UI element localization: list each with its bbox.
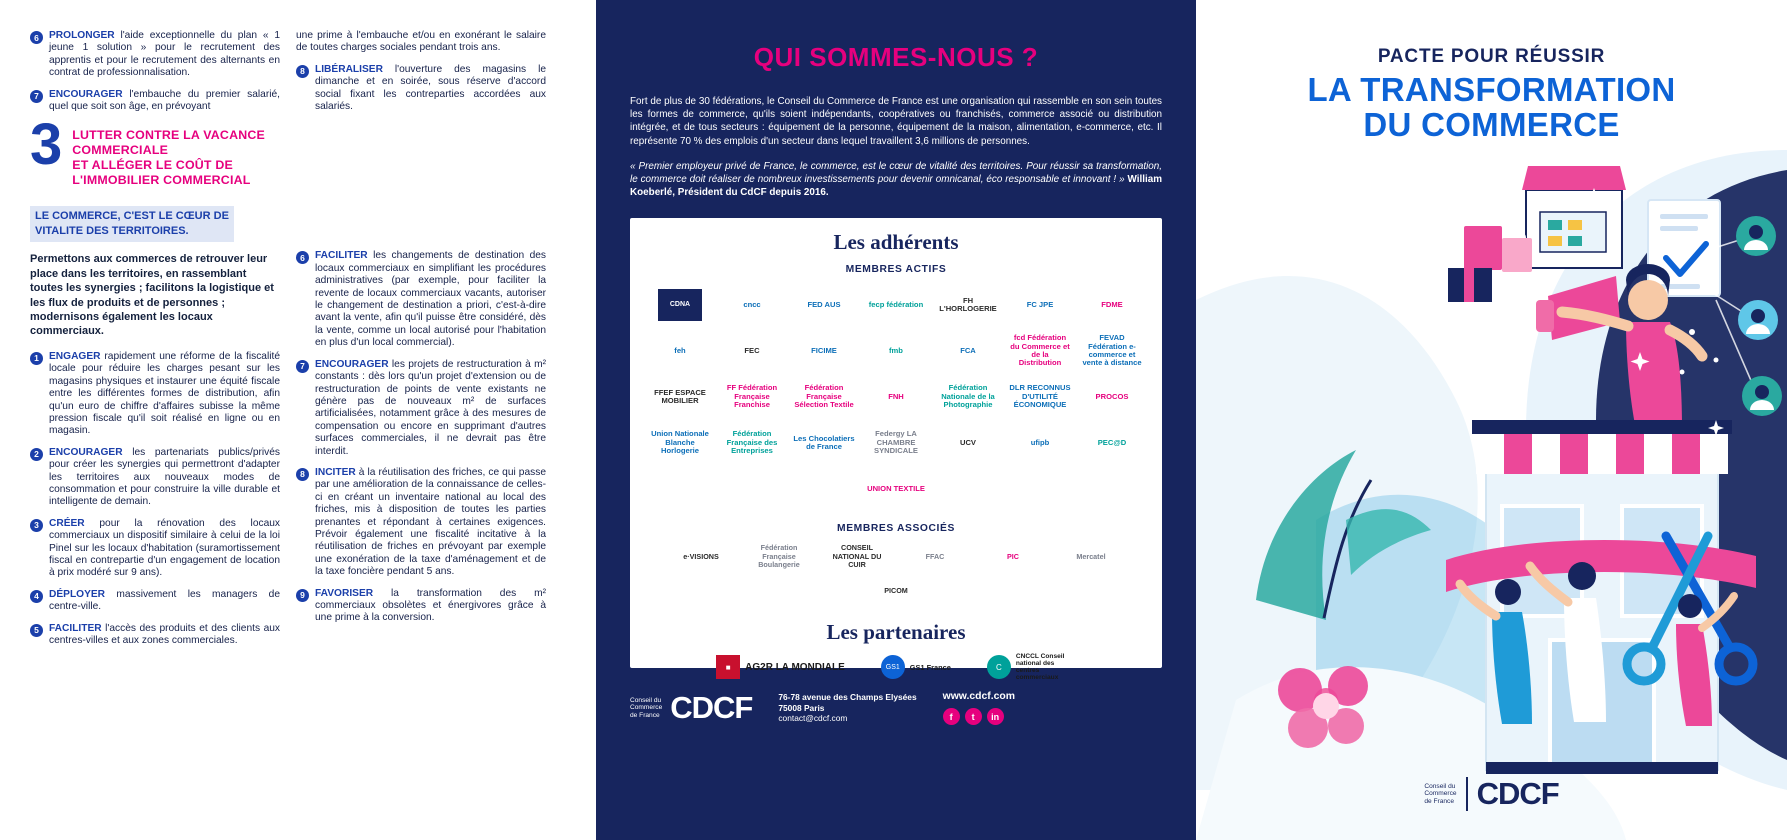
body-text: les partenariats publics/privés pour créer les synergies qui permettront d'adapter les territoires aux nouveaux modes de consommation et pour construire la ville durable et intelligente de demain. [49, 446, 280, 508]
cover-title-block [1196, 46, 1787, 142]
address-line-2: 75008 Paris [778, 702, 825, 713]
list-item-text [49, 351, 280, 438]
member-logo: PEC@D [1097, 437, 1127, 447]
assoc-member-logo: PICOM [884, 585, 908, 595]
section-title [72, 122, 280, 188]
list-item [296, 250, 546, 349]
list-item [30, 30, 280, 80]
section-title-line1: LUTTER CONTRE LA VACANCE COMMERCIALE [72, 128, 265, 158]
member-logo: FED AUS [807, 299, 841, 309]
contact-email[interactable]: contact@cdcf.com [778, 713, 848, 724]
member-logo: FDME [1101, 299, 1123, 309]
section-heading [30, 112, 280, 188]
assoc-member-logo: Mercatel [1076, 551, 1106, 561]
list-item [296, 359, 546, 458]
list-badge: 8 [296, 65, 309, 78]
member-logo: fmb [889, 345, 903, 355]
partner-item [881, 655, 951, 679]
assoc-member-logo: Fédération Française Boulangerie [758, 543, 800, 570]
assoc-member-logo: FFAC [925, 551, 945, 561]
partners-title: Les partenaires [826, 620, 966, 644]
brand-line-1: Conseil du [630, 696, 662, 704]
keyword: DÉPLOYER [49, 588, 106, 600]
member-logo: Fédération Française des Entreprises [726, 429, 778, 456]
middle-panel [596, 0, 1196, 840]
highlight-line2: VITALITE DES TERRITOIRES. [35, 225, 189, 238]
flower-illustration [1278, 666, 1368, 748]
cdcf-wordmark: CDCF [670, 690, 753, 725]
cdcf-logo-lockup [630, 690, 752, 726]
website-link[interactable]: www.cdcf.com [942, 691, 1015, 702]
list-item [30, 589, 280, 614]
partner-name: GS1 France [909, 662, 951, 672]
partner-item [716, 655, 845, 679]
section-title-line2: ET ALLÉGER LE COÛT DE L'IMMOBILIER COMMERCIAL [72, 158, 251, 188]
body-text: pour la rénovation des locaux commerciaux un dispositif similaire à celui de la loi Pinel sur les locaux d'habitation (suramortissement fiscal en contrepartie d'un engagement de location à prix modéré sur 9 ans). [49, 517, 280, 579]
cover-brand-subtext [1424, 783, 1456, 806]
body-text: à la réutilisation des friches, ce qui passe par une amélioration de la connaissance de celles-ci en créant un inventaire national au local des friches, mis à disposition de toutes les parties prenantes et répondant à certaines exigences. Prévoir également une fiscalité incitative à la réutilisation de friches en prévoyant par exemple une exonération de la taxe d'aménagement et de la taxe foncière pendant 5 ans. [315, 466, 546, 578]
cover-brand-line-1: Conseil du [1424, 782, 1456, 790]
cover-title [1196, 72, 1787, 142]
cover-brand-line-2: Commerce [1424, 790, 1457, 798]
quote-text: « Premier employeur privé de France, le commerce, est le cœur de vitalité des territoires. Pour réussir sa transformation, le commerce doit réaliser de nombreux investissements pour devenir omnicanal, éco responsable et innovant ! » [630, 160, 1162, 186]
member-logo: Fédération Française Sélection Textile [794, 383, 854, 410]
body-text: l'ouverture des magasins le dimanche et en soirée, sous réserve d'accord social fixant les contreparties accordées aux salariés. [315, 63, 546, 113]
list-item [296, 467, 546, 579]
list-badge: 7 [296, 360, 309, 373]
keyword: PROLONGER [49, 30, 115, 41]
member-logo: feh [674, 345, 686, 355]
middle-quote [630, 160, 1162, 200]
member-logo: PROCOS [1095, 391, 1129, 401]
website-and-socials [943, 691, 1015, 725]
list-badge: 2 [30, 448, 43, 461]
keyword: ENGAGER [49, 350, 101, 362]
active-members-logo-grid [630, 275, 1162, 509]
cover-title-line2: DU COMMERCE [1363, 106, 1620, 143]
list-badge: 7 [30, 90, 43, 103]
section-number: 3 [30, 112, 63, 178]
section-lead: Permettons aux commerces de retrouver leur place dans les territoires, en rassemblant toutes les synergies ; facilitons la logistique et les flux de produits et de personnes ; modernisons également les locaux commerciaux. [30, 253, 274, 338]
left-text-panel [0, 0, 596, 840]
list-item-text [49, 518, 280, 580]
list-item-text [49, 30, 280, 80]
highlight-line1: LE COMMERCE, C'EST LE CŒUR DE [35, 210, 229, 223]
continued-paragraph: une prime à l'embauche et/ou en exonérant le salaire de toutes charges sociales pendant trois ans. [296, 30, 546, 54]
middle-footer [630, 690, 1170, 726]
member-logo: FEC [744, 345, 760, 355]
twitter-icon[interactable]: t [965, 708, 982, 725]
middle-title: QUI SOMMES-NOUS ? [753, 42, 1039, 72]
list-badge: 9 [296, 589, 309, 602]
assoc-members-logo-grid [630, 534, 1162, 606]
member-logo: FEVAD Fédération e-commerce et vente à distance [1082, 333, 1142, 368]
list-badge: 6 [296, 251, 309, 264]
members-active-subtitle: MEMBRES ACTIFS [845, 264, 947, 275]
member-logo: Federgy LA CHAMBRE SYNDICALE [874, 429, 918, 456]
member-logo: Union Nationale Blanche Horlogerie [651, 429, 709, 456]
list-badge: 5 [30, 624, 43, 637]
member-logo: FICIME [811, 345, 837, 355]
list-item [30, 351, 280, 438]
member-logo: UNION TEXTILE [867, 483, 925, 493]
ag2r-mark-icon: ■ [716, 655, 740, 679]
body-text: l'aide exceptionnelle du plan « 1 jeune 1 solution » pour le recrutement des apprentis et pour le recrutement des alternants en contrat de professionnalisation. [49, 30, 280, 79]
partners-grid [630, 645, 1162, 681]
social-links [943, 708, 1015, 725]
body-text: rapidement une réforme de la fiscalité locale pour réduire les charges pesant sur les magasins physiques et instaurer une équité fiscale entre les différentes formes de distribution, afin qu'un euro de chiffre d'affaires subisse la même pression fiscale qu'il soit réalisé en ligne ou en magasin. [49, 350, 280, 437]
member-logo: FCA [960, 345, 976, 355]
lockup-divider [1466, 777, 1468, 811]
partner-name: CNCCL Conseil national des centres commerciaux [1015, 653, 1065, 681]
list-item-text [315, 588, 546, 625]
cover-cdcf-lockup [1424, 776, 1558, 812]
body-text: les changements de destination des locaux commerciaux en simplifiant les procédures administratives (par exemple, pour faciliter la revente de locaux commerciaux vacants, autoriser le changement de destination a priori, c'est-à-dire avant la vente, afin qu'il puisse être considéré, dès la vente, comme un local autorisé pour l'habitation en plus d'un local commercial). [315, 250, 546, 349]
cover-brand-line-3: de France [1424, 797, 1455, 805]
awning [1472, 420, 1732, 474]
list-badge: 8 [296, 468, 309, 481]
list-item-text [49, 447, 280, 509]
list-item-text [315, 359, 546, 458]
member-logo: UCV [959, 437, 977, 447]
member-logo: ufipb [1030, 437, 1050, 447]
left-column-a [30, 0, 280, 656]
list-item [296, 64, 546, 114]
cover-title-line1: LA TRANSFORMATION [1307, 71, 1676, 108]
keyword: FACILITER [315, 250, 368, 262]
keyword: FAVORISER [315, 587, 374, 599]
body-text: l'accès des produits et des clients aux centres-villes et aux zones commerciales. [49, 622, 280, 646]
keyword: ENCOURAGER [49, 446, 123, 458]
left-column-a-numbered-list [30, 351, 280, 648]
keyword: CRÉER [49, 517, 85, 529]
partner-name: AG2R LA MONDIALE [745, 661, 845, 673]
partner-item [987, 653, 1076, 681]
members-card [630, 218, 1162, 681]
member-logo: cncc [743, 299, 761, 309]
checklist-illustration [1648, 200, 1720, 296]
left-column-b [296, 0, 546, 634]
brand-line-3: de France [630, 711, 660, 719]
cover-kicker: PACTE POUR RÉUSSIR [1377, 46, 1606, 67]
member-logo: FH L'HORLOGERIE [939, 295, 997, 313]
column-spacer [296, 122, 546, 250]
member-logo [649, 285, 711, 325]
gift-box-illustration [1448, 268, 1492, 302]
list-badge: 6 [30, 31, 43, 44]
member-logo: FFEF ESPACE MOBILIER [654, 387, 706, 405]
list-item [30, 447, 280, 509]
assoc-member-logo: e·VISIONS [683, 551, 719, 561]
cover-cdcf-wordmark: CDCF [1476, 776, 1559, 811]
body-text: l'embauche du premier salarié, quel que soit son âge, en prévoyant [49, 88, 280, 113]
keyword: ENCOURAGER [49, 88, 123, 100]
member-logo: fecp fédération [868, 299, 924, 309]
plant-illustration [1256, 450, 1431, 620]
cnccl-mark-icon: C [987, 655, 1011, 679]
cover-panel [1196, 0, 1787, 840]
member-logo: fcd Fédération du Commerce et de la Distribution [1010, 333, 1070, 368]
member-logo: FC JPE [1026, 299, 1054, 309]
body-text: massivement les managers de centre-ville. [49, 588, 280, 613]
market-stall-illustration [1522, 166, 1626, 268]
member-logo: Les Chocolatiers de France [793, 433, 855, 451]
list-item [30, 623, 280, 648]
member-logo: FF Fédération Française Franchise [726, 383, 778, 410]
keyword: ENCOURAGER [315, 358, 389, 370]
member-logo: Fédération Nationale de la Photographie [941, 383, 995, 410]
members-card-title: Les adhérents [833, 230, 959, 254]
keyword: FACILITER [49, 622, 102, 634]
cover-footer [1196, 776, 1787, 812]
members-assoc-subtitle: MEMBRES ASSOCIÉS [837, 523, 955, 534]
list-badge: 3 [30, 519, 43, 532]
list-badge: 4 [30, 590, 43, 603]
keyword: LIBÉRALISER [315, 63, 383, 75]
assoc-member-logo: CONSEIL NATIONAL DU CUIR [832, 543, 882, 570]
address-line-1: 76-78 avenue des Champs Elysées [778, 692, 917, 703]
list-item [30, 89, 280, 114]
list-item-text [315, 467, 546, 579]
left-column-b-numbered-list [296, 250, 546, 624]
assoc-member-logo: PIC [1007, 551, 1019, 561]
list-item-text [49, 89, 280, 114]
body-text: la transformation des m² commerciaux obsolètes et énergivores grâce à une prime à la conversion. [315, 587, 546, 624]
member-logo: DLR RECONNUS D'UTILITÉ ÉCONOMIQUE [1009, 383, 1071, 410]
contact-address [778, 692, 916, 724]
keyword: INCITER [315, 466, 356, 478]
list-item-text [49, 589, 280, 614]
list-item-text [315, 250, 546, 349]
list-item [296, 588, 546, 625]
brand-line-2: Commerce [630, 704, 663, 712]
linkedin-icon[interactable]: in [987, 708, 1004, 725]
member-logo-mark: CDNA [658, 289, 702, 321]
middle-content [630, 0, 1162, 199]
list-item [30, 518, 280, 580]
quote-attribution: William Koeberlé, Président du CdCF depuis 2016. [630, 174, 1163, 199]
body-text: les projets de restructuration à m² constants : dès lors qu'un projet d'extension ou de restructuration de points de vente existants ne génère pas de nouveaux m² de surfaces artificialisées, notamment grâce à des mesures de compensation ou encore en supprimant d'autres surfaces commerciales, il ne devrait pas être interdit. [315, 358, 546, 457]
list-badge: 1 [30, 352, 43, 365]
cdcf-logo-subtext [630, 697, 662, 720]
list-item-text [315, 64, 546, 114]
list-item-text [49, 623, 280, 648]
shopping-bags-illustration [1464, 219, 1532, 273]
member-logo: FNH [888, 391, 904, 401]
highlight-band [30, 206, 234, 242]
middle-body-text: Fort de plus de 30 fédérations, le Conseil du Commerce de France est une organisation qui rassemble en son sein toutes les formes de commerce, qu'ils soient indépendants, coopératives ou franchisés, commerce associé ou distribution intégrée, et de tous secteurs : équipement de la personne, équipement de la maison, alimentation, e-commerce, etc. Il représente 70 % des emplois d'un secteur dans lequel travaillent 3,6 millions de personnes. [630, 96, 1162, 147]
gs1-mark-icon: GS1 [881, 655, 905, 679]
facebook-icon[interactable]: f [943, 708, 960, 725]
